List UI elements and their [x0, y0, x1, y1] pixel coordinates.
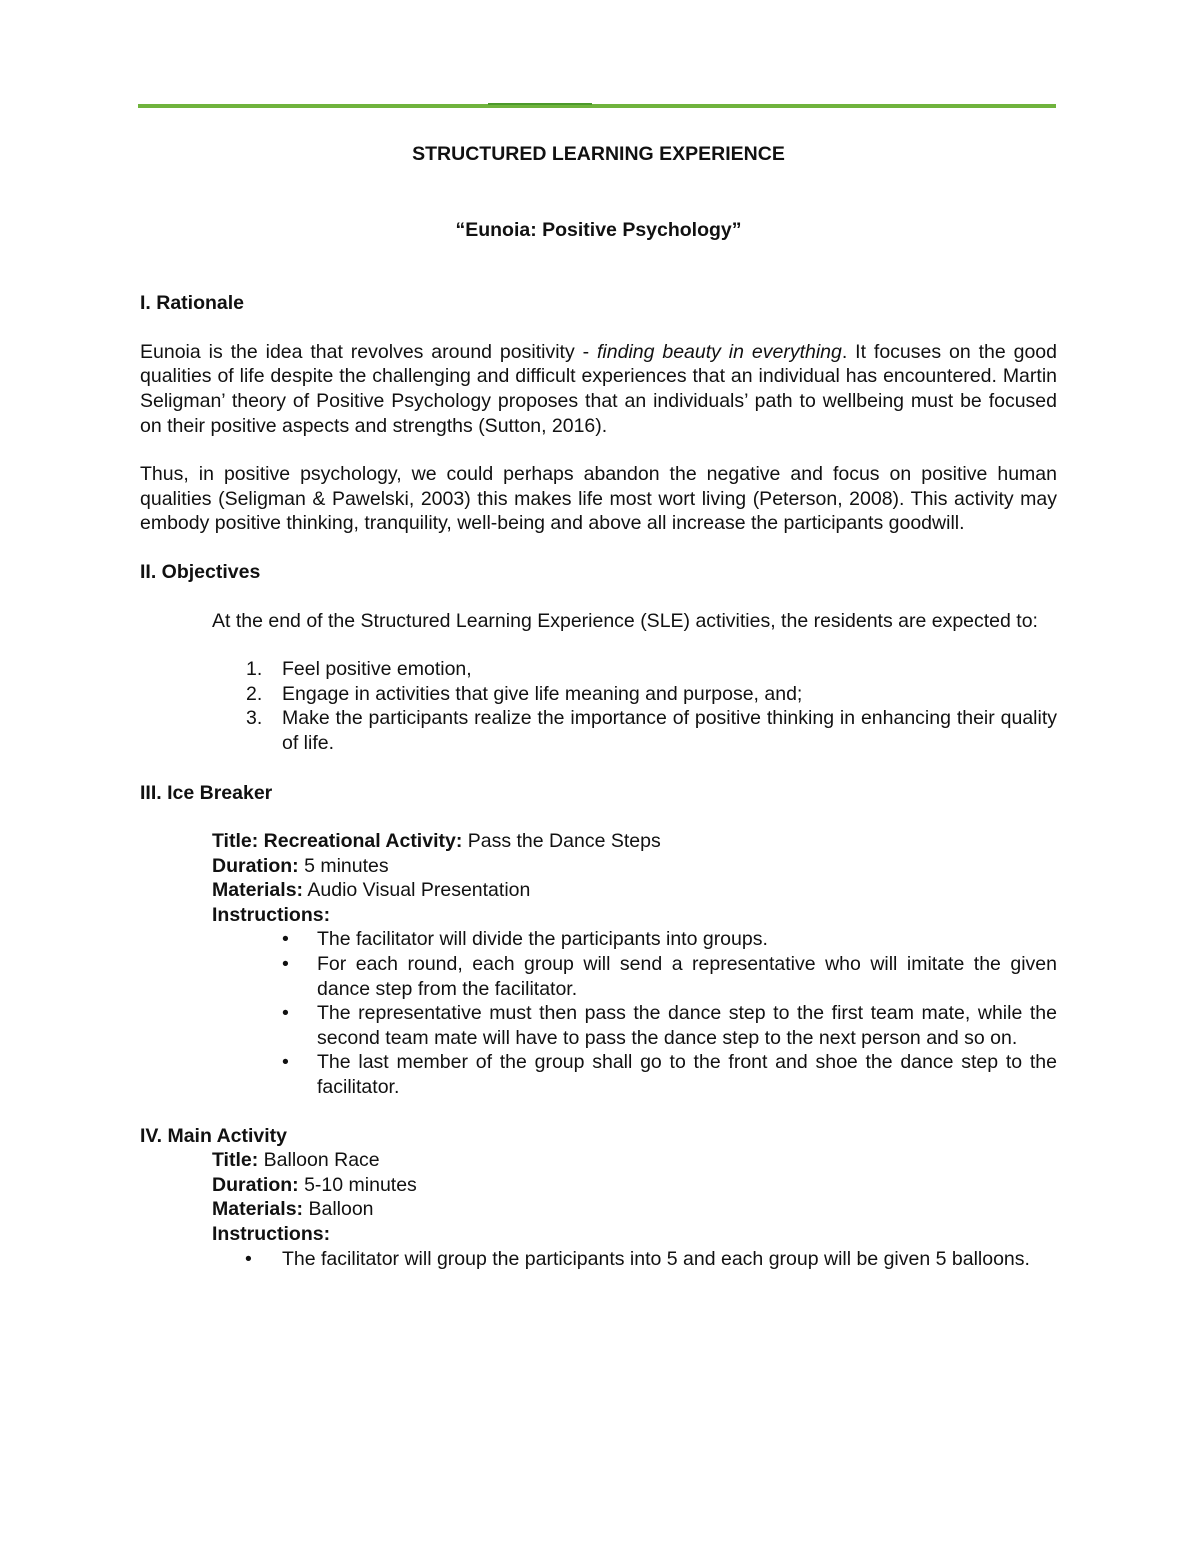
- list-text: The facilitator will divide the participants into groups.: [317, 928, 768, 951]
- detail-label: Materials:: [212, 1198, 304, 1221]
- detail-value: 5 minutes: [298, 854, 389, 877]
- document-page: [140, 140, 1057, 1271]
- rationale-text: Eunoia is the idea that revolves around positivity -: [140, 340, 597, 363]
- ice-breaker-details: [140, 829, 1057, 927]
- detail-value: 5-10 minutes: [298, 1173, 417, 1196]
- bullet-icon: •: [282, 928, 289, 951]
- detail-value: Pass the Dance Steps: [462, 830, 661, 853]
- rationale-paragraph-2: Thus, in positive psychology, we could perhaps abandon the negative and focus on positive human qualities (Seligman & Pawelski, 2003) this makes life most wort living (Peterson, 2008). This activity may embody positive thinking, tranquility, well-being and above all increase the participants goodwill.: [140, 463, 1057, 535]
- rationale-text: . It focuses on the good qualities of life despite the challenging and difficult experiences that an individual has encountered. Martin Seligman’ theory of Positive Psychology proposes that an individuals’ path to wellbeing must be focused on their positive aspects and strengths (Sutton, 2016).: [140, 340, 1057, 437]
- detail-duration-row: [212, 1173, 1057, 1198]
- objectives-list: [140, 657, 1057, 755]
- detail-value: Balloon Race: [258, 1149, 380, 1172]
- rationale-emphasis: finding beauty in everything: [597, 340, 842, 363]
- bullet-icon: •: [245, 1247, 252, 1270]
- list-item: [140, 927, 1057, 952]
- ice-breaker-instructions: [140, 927, 1057, 1099]
- detail-label: Duration:: [212, 1173, 299, 1196]
- list-number: 1.: [246, 658, 263, 681]
- detail-instructions-row: [212, 903, 1057, 928]
- list-item: [140, 682, 1057, 707]
- section-heading-objectives: II. Objectives: [140, 560, 261, 583]
- detail-label: Instructions:: [212, 903, 331, 926]
- list-text: The last member of the group shall go to the front and shoe the dance step to the facilitator.: [317, 1051, 1057, 1099]
- detail-label: Instructions:: [212, 1223, 331, 1245]
- bullet-icon: •: [282, 1051, 289, 1074]
- main-activity-details: [140, 1148, 1057, 1246]
- section-heading-ice-breaker: III. Ice Breaker: [140, 781, 273, 804]
- detail-value: Audio Visual Presentation: [303, 879, 531, 902]
- list-item: [140, 1247, 1057, 1272]
- list-number: 2.: [246, 682, 263, 705]
- detail-title-row: [212, 829, 1057, 854]
- detail-title-row: [212, 1148, 1057, 1173]
- list-item: [140, 657, 1057, 682]
- bullet-icon: •: [282, 953, 289, 976]
- list-text: Make the participants realize the importance of positive thinking in enhancing their quality of life.: [282, 707, 1057, 754]
- list-item: [140, 706, 1057, 755]
- list-text: The representative must then pass the dance step to the first team mate, while the second team mate will have to pass the dance step to the next person and so on.: [317, 1002, 1057, 1049]
- detail-instructions-row: [212, 1222, 1057, 1247]
- list-text: Engage in activities that give life meaning and purpose, and;: [282, 682, 803, 705]
- detail-value: Balloon: [303, 1198, 374, 1221]
- section-heading-rationale: I. Rationale: [140, 292, 245, 315]
- detail-materials-row: [212, 878, 1057, 903]
- list-text: The facilitator will group the participants into 5 and each group will be given 5 balloons.: [282, 1247, 1030, 1270]
- list-item: [140, 1050, 1057, 1099]
- section-heading-main-activity: IV. Main Activity: [140, 1124, 288, 1147]
- list-item: [140, 1001, 1057, 1050]
- detail-label: Duration:: [212, 854, 299, 877]
- list-number: 3.: [246, 707, 263, 730]
- list-item: [140, 952, 1057, 1001]
- header-rule-accent: [488, 103, 592, 105]
- rationale-paragraph-1: [140, 340, 1057, 438]
- document-subtitle: “Eunoia: Positive Psychology”: [455, 218, 742, 241]
- detail-label: Materials:: [212, 879, 304, 902]
- detail-duration-row: [212, 854, 1057, 879]
- header-rule: [138, 104, 1056, 108]
- list-text: For each round, each group will send a representative who will imitate the given dance step from the facilitator.: [317, 953, 1057, 1000]
- detail-label: Title: Recreational Activity:: [212, 830, 463, 853]
- objectives-intro: At the end of the Structured Learning Experience (SLE) activities, the residents are expected to:: [212, 609, 1038, 632]
- main-activity-instructions: [140, 1247, 1057, 1272]
- document-title: STRUCTURED LEARNING EXPERIENCE: [412, 143, 785, 165]
- list-text: Feel positive emotion,: [282, 658, 472, 681]
- detail-label: Title:: [212, 1149, 259, 1172]
- detail-materials-row: [212, 1197, 1057, 1222]
- bullet-icon: •: [282, 1002, 289, 1025]
